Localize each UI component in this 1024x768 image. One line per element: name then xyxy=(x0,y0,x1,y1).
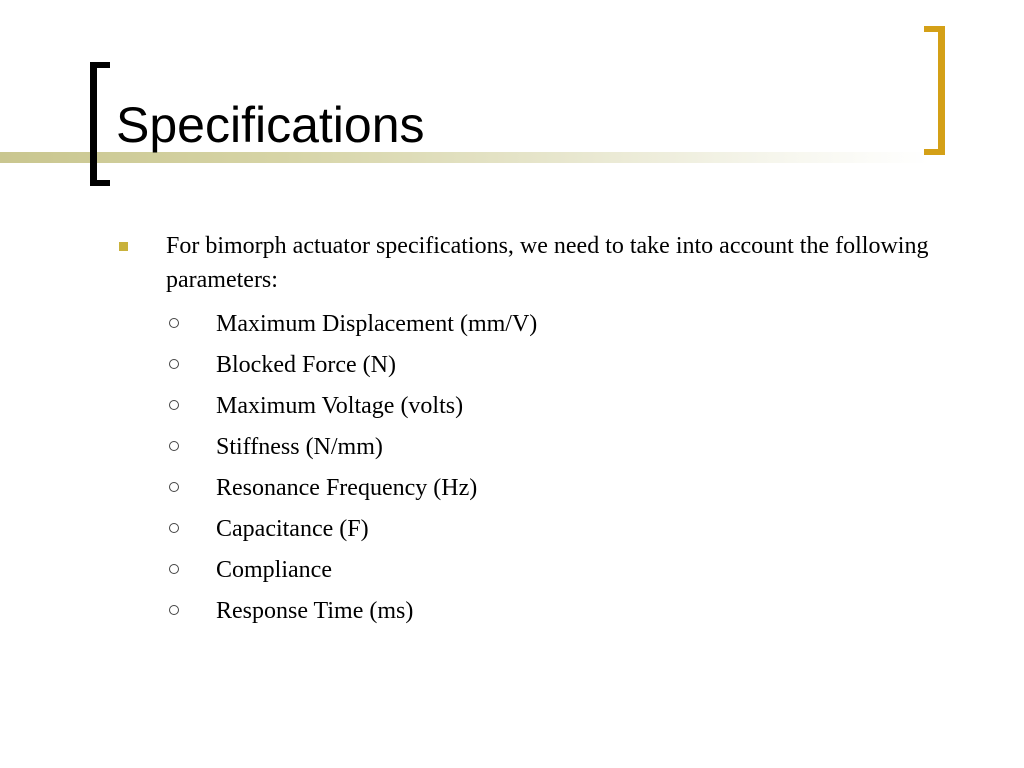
right-bracket-decoration xyxy=(924,26,945,155)
hollow-circle-bullet-icon xyxy=(169,400,179,410)
list-item xyxy=(112,550,972,591)
main-bullet-text: For bimorph actuator specifications, we need to take into account the following parameters: xyxy=(166,233,929,293)
title-underline-band xyxy=(0,152,930,163)
list-item-text: Resonance Frequency (Hz) xyxy=(216,475,478,501)
parameter-list xyxy=(112,304,972,632)
slide-title: Specifications xyxy=(116,97,425,153)
square-bullet-icon xyxy=(119,242,128,251)
list-item-text: Blocked Force (N) xyxy=(216,352,396,378)
list-item xyxy=(112,427,972,468)
hollow-circle-bullet-icon xyxy=(169,605,179,615)
list-item xyxy=(112,468,972,509)
list-item xyxy=(112,386,972,427)
slide-body xyxy=(112,229,972,632)
left-bracket-decoration xyxy=(90,62,110,186)
list-item-text: Maximum Voltage (volts) xyxy=(216,393,464,419)
list-item xyxy=(112,345,972,386)
hollow-circle-bullet-icon xyxy=(169,441,179,451)
list-item-text: Compliance xyxy=(216,557,332,583)
list-item-text: Maximum Displacement (mm/V) xyxy=(216,311,538,337)
main-bullet xyxy=(112,229,972,297)
list-item-text: Response Time (ms) xyxy=(216,598,414,624)
hollow-circle-bullet-icon xyxy=(169,523,179,533)
list-item xyxy=(112,304,972,345)
hollow-circle-bullet-icon xyxy=(169,318,179,328)
hollow-circle-bullet-icon xyxy=(169,564,179,574)
hollow-circle-bullet-icon xyxy=(169,482,179,492)
list-item xyxy=(112,591,972,632)
list-item-text: Capacitance (F) xyxy=(216,516,369,542)
list-item xyxy=(112,509,972,550)
list-item-text: Stiffness (N/mm) xyxy=(216,434,383,460)
hollow-circle-bullet-icon xyxy=(169,359,179,369)
